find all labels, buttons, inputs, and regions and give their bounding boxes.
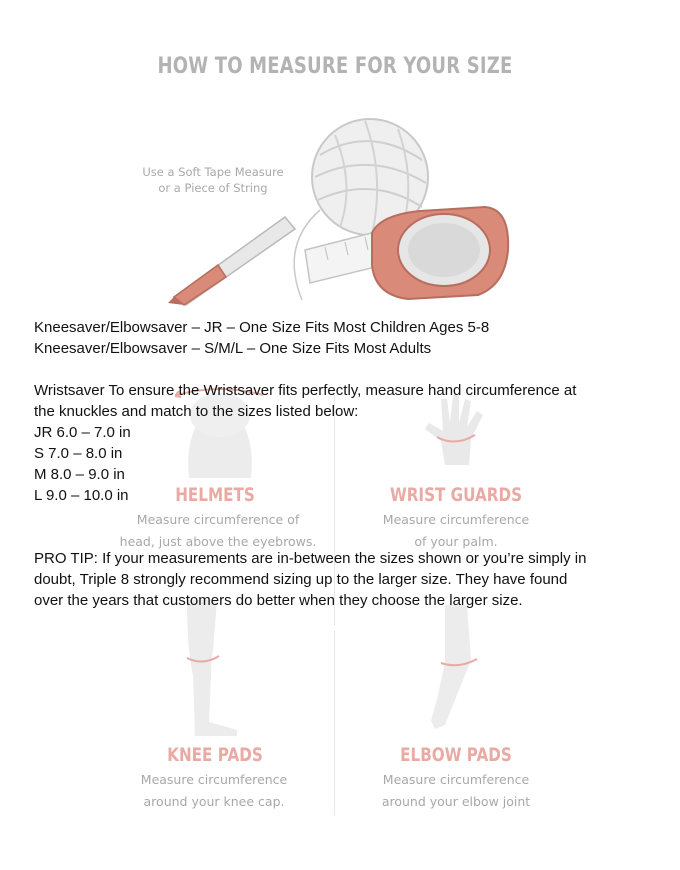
leg-illustration [175, 600, 255, 740]
helmets-description-line: Measure circumference of [136, 512, 300, 527]
knee-pads-description-line: Measure circumference [140, 772, 288, 787]
wristsaver-intro-line: the knuckles and match to the sizes listed below: [34, 403, 359, 420]
knee-pads-description-line: around your knee cap. [143, 794, 285, 809]
elbow-pads-heading: ELBOW PADS [400, 744, 512, 766]
kneesaver-sml-line: Kneesaver/Elbowsaver – S/M/L – One Size Fits Most Adults [34, 340, 432, 357]
size-row: JR 6.0 – 7.0 in [34, 424, 131, 441]
wrist-guards-description-line: Measure circumference [382, 512, 530, 527]
pro-tip-line: doubt, Triple 8 strongly recommend sizing up to the larger size. They have found [34, 571, 568, 588]
elbow-pads-description-line: around your elbow joint [381, 794, 531, 809]
wrist-guards-description [346, 509, 566, 553]
size-row: L 9.0 – 10.0 in [34, 487, 129, 504]
knee-pads-description [104, 769, 324, 813]
tool-note-line: or a Piece of String [158, 181, 268, 195]
helmets-description-line: head, just above the eyebrows. [119, 534, 317, 549]
wrist-guards-description-line: of your palm. [414, 534, 498, 549]
wristsaver-sizing [34, 380, 576, 506]
kneesaver-sizing [34, 317, 489, 359]
arm-illustration [415, 605, 495, 735]
helmets-description [108, 509, 328, 553]
pro-tip [34, 548, 586, 611]
tool-note-line: Use a Soft Tape Measure [142, 165, 284, 179]
pro-tip-line: over the years that customers do better when they choose the larger size. [34, 592, 523, 609]
kneesaver-jr-line: Kneesaver/Elbowsaver – JR – One Size Fits Most Children Ages 5-8 [34, 319, 490, 336]
wrist-guards-heading: WRIST GUARDS [389, 484, 523, 506]
knee-pads-heading: KNEE PADS [167, 744, 263, 766]
guide-title: HOW TO MEASURE FOR YOUR SIZE [157, 54, 513, 79]
helmets-heading: HELMETS [175, 484, 255, 506]
wristsaver-intro-line: Wristsaver To ensure the Wristsaver fits perfectly, measure hand circumference at [34, 382, 577, 399]
measuring-tools-illustration [160, 115, 520, 315]
size-row: M 8.0 – 9.0 in [34, 466, 125, 483]
elbow-pads-description [346, 769, 566, 813]
elbow-pads-description-line: Measure circumference [382, 772, 530, 787]
marker-icon [168, 217, 295, 305]
size-row: S 7.0 – 8.0 in [34, 445, 123, 462]
pro-tip-line: PRO TIP: If your measurements are in-between the sizes shown or you’re simply in [34, 550, 587, 567]
tape-measure-icon [372, 207, 508, 299]
guide-divider-bottom [334, 630, 335, 815]
